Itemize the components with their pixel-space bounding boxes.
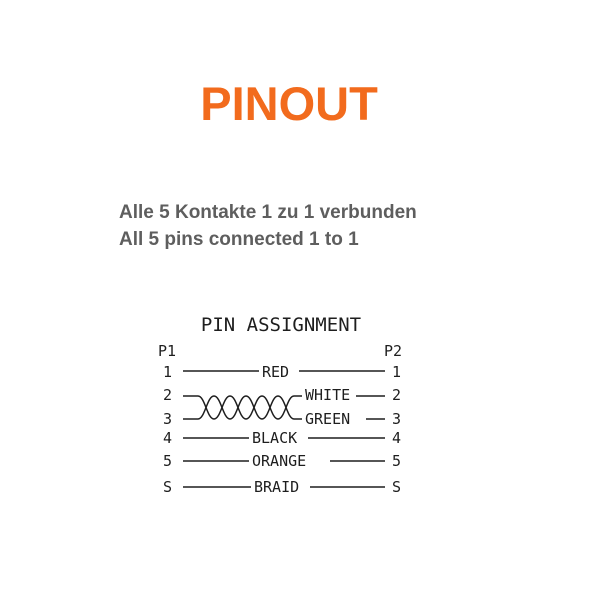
wire-braid-label: BRAID bbox=[254, 478, 300, 496]
wire-orange-label: ORANGE bbox=[252, 452, 307, 470]
wire-white-label: WHITE bbox=[305, 386, 351, 404]
pin-2-right: 2 bbox=[392, 386, 402, 404]
pin-shield-left: S bbox=[163, 478, 173, 496]
twisted-pair-strand-b bbox=[198, 396, 294, 419]
pin-3-right: 3 bbox=[392, 410, 402, 428]
twisted-pair-strand-a bbox=[198, 396, 294, 419]
pin-5-left: 5 bbox=[163, 452, 173, 470]
pin-shield-right: S bbox=[392, 478, 402, 496]
pin-2-left: 2 bbox=[163, 386, 173, 404]
connector-label-p1: P1 bbox=[158, 342, 177, 360]
wire-black-label: BLACK bbox=[252, 429, 298, 447]
pin-5-right: 5 bbox=[392, 452, 402, 470]
description-english: All 5 pins connected 1 to 1 bbox=[119, 229, 359, 250]
page-title: PINOUT bbox=[200, 77, 378, 130]
connector-label-p2: P2 bbox=[384, 342, 403, 360]
pin-3-left: 3 bbox=[163, 410, 173, 428]
pin-1-left: 1 bbox=[163, 363, 173, 381]
pin-4-right: 4 bbox=[392, 429, 402, 447]
wire-red-label: RED bbox=[262, 363, 290, 381]
pin-4-left: 4 bbox=[163, 429, 173, 447]
pin-1-right: 1 bbox=[392, 363, 402, 381]
wire-green-label: GREEN bbox=[305, 410, 351, 428]
diagram-heading: PIN ASSIGNMENT bbox=[200, 314, 362, 336]
description-german: Alle 5 Kontakte 1 zu 1 verbunden bbox=[119, 202, 417, 223]
